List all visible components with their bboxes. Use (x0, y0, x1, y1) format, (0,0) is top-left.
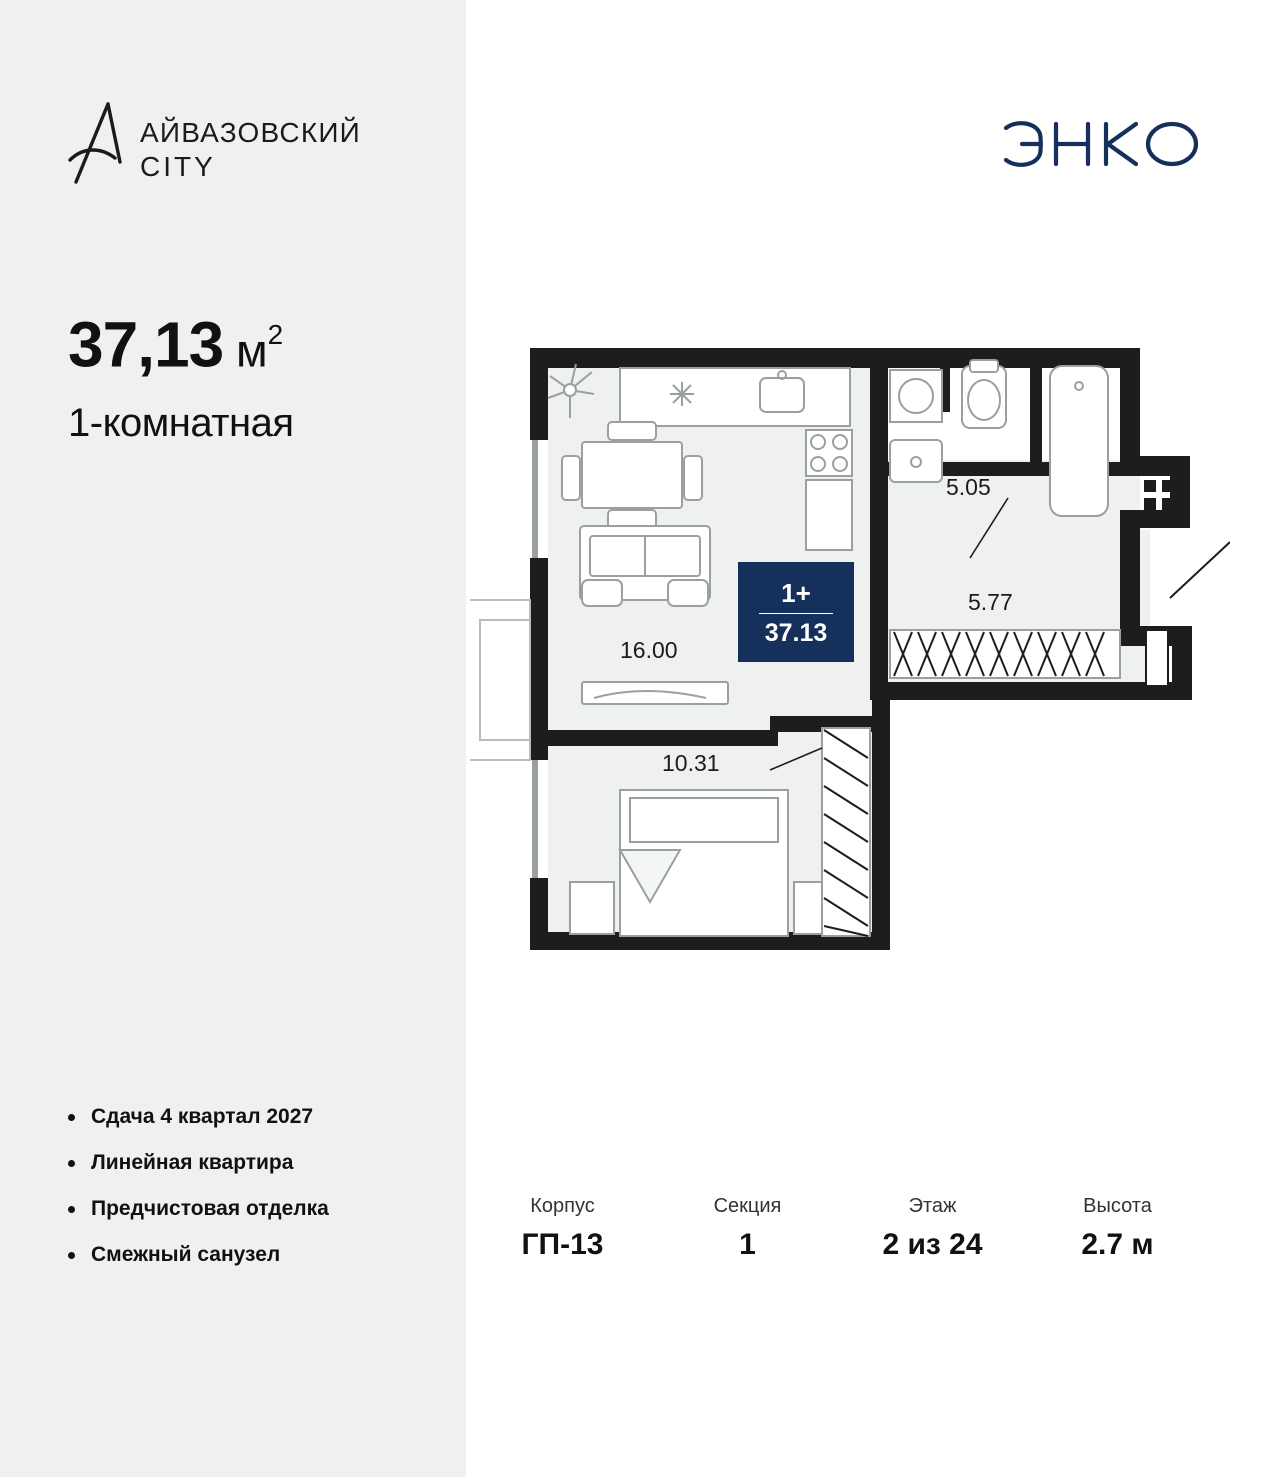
room-area-bedroom: 10.31 (662, 750, 720, 776)
list-item (68, 1151, 438, 1175)
bullet-icon (68, 1114, 75, 1121)
feature-label: Смежный санузел (91, 1243, 281, 1266)
bullet-icon (68, 1252, 75, 1259)
room-area-hall: 5.77 (968, 589, 1013, 615)
apartment-type-badge (738, 562, 854, 662)
logo-text-line-2: CITY (140, 151, 216, 182)
badge-type: 1+ (781, 577, 811, 608)
badge-area: 37.13 (764, 618, 828, 647)
spec-ceiling-height (1025, 1195, 1210, 1262)
project-logo (68, 98, 398, 208)
list-item (68, 1105, 438, 1129)
apartment-area-number: 37,13 (68, 308, 224, 381)
feature-label: Предчистовая отделка (91, 1197, 329, 1220)
features-list (68, 1105, 438, 1289)
specs-row (470, 1195, 1210, 1262)
apartment-summary (68, 300, 448, 446)
spec-value: 2.7 м (1081, 1228, 1154, 1261)
list-item (68, 1243, 438, 1267)
apartment-area-unit: м (235, 324, 268, 377)
spec-section (655, 1195, 840, 1262)
spec-label: Высота (1083, 1195, 1152, 1217)
spec-value: ГП-13 (521, 1228, 604, 1261)
logo-text-line-1: АЙВАЗОВСКИЙ (140, 117, 362, 148)
apartment-rooms-label: 1-комнатная (68, 401, 294, 446)
bullet-icon (68, 1206, 75, 1213)
badge-divider (759, 613, 833, 614)
spec-building (470, 1195, 655, 1262)
spec-label: Секция (713, 1195, 782, 1217)
apartment-area (68, 300, 448, 385)
feature-label: Сдача 4 квартал 2027 (91, 1105, 314, 1128)
left-info-panel (0, 0, 466, 1477)
spec-label: Этаж (908, 1195, 957, 1217)
spec-label: Корпус (530, 1195, 595, 1217)
spec-value: 2 из 24 (882, 1228, 983, 1261)
developer-logo-enko (1002, 118, 1202, 170)
room-area-bathroom: 5.05 (946, 474, 991, 500)
spec-value: 1 (739, 1228, 756, 1261)
room-area-kitchen-living: 16.00 (620, 637, 678, 663)
bullet-icon (68, 1160, 75, 1167)
list-item (68, 1197, 438, 1221)
apartment-area-unit-sup: 2 (267, 319, 283, 350)
floor-plan (470, 330, 1230, 1010)
spec-floor (840, 1195, 1025, 1262)
logo-mark-icon (68, 100, 126, 184)
feature-label: Линейная квартира (91, 1151, 294, 1174)
